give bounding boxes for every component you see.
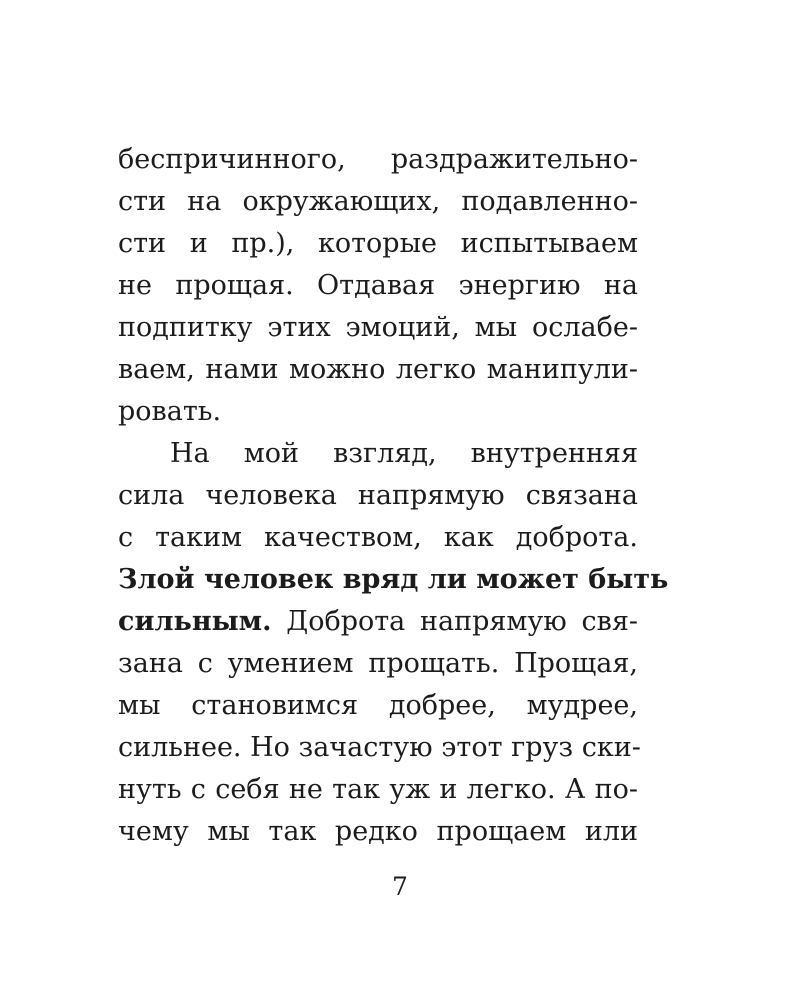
text-line: нуть с себя не так уж и легко. А по-	[118, 774, 638, 805]
text-line: не прощая. Отдавая энергию на	[118, 270, 638, 301]
text-line: ваем, нами можно легко манипули-	[118, 354, 638, 385]
text-line: сильнее. Но зачастую этот груз ски-	[118, 732, 641, 763]
text-line: с таким качеством, как доброта.	[118, 522, 638, 553]
text-line: ровать.	[118, 396, 222, 427]
text-line: сти на окружающих, подавленно-	[118, 186, 638, 217]
bold-text-line: Злой человек вряд ли может быть	[118, 564, 669, 595]
text-line: подпитку этих эмоций, мы ослабе-	[118, 312, 638, 343]
text-line: сти и пр.), которые испытываем	[118, 228, 638, 259]
text-line: зана с умением прощать. Прощая,	[118, 648, 638, 679]
text-line: чему мы так редко прощаем или	[118, 816, 638, 847]
paragraph-start-line: На мой взгляд, внутренняя	[170, 438, 638, 469]
bold-text: сильным.	[118, 606, 272, 637]
regular-text: Доброта напрямую свя-	[271, 606, 638, 637]
text-line: мы становимся добрее, мудрее,	[118, 690, 638, 721]
text-line: беспричинного, раздражительно-	[118, 144, 638, 175]
text-line: сила человека напрямую связана	[118, 480, 638, 511]
body-text	[118, 139, 669, 853]
mixed-text-line	[118, 601, 638, 643]
page-number: 7	[392, 872, 408, 901]
